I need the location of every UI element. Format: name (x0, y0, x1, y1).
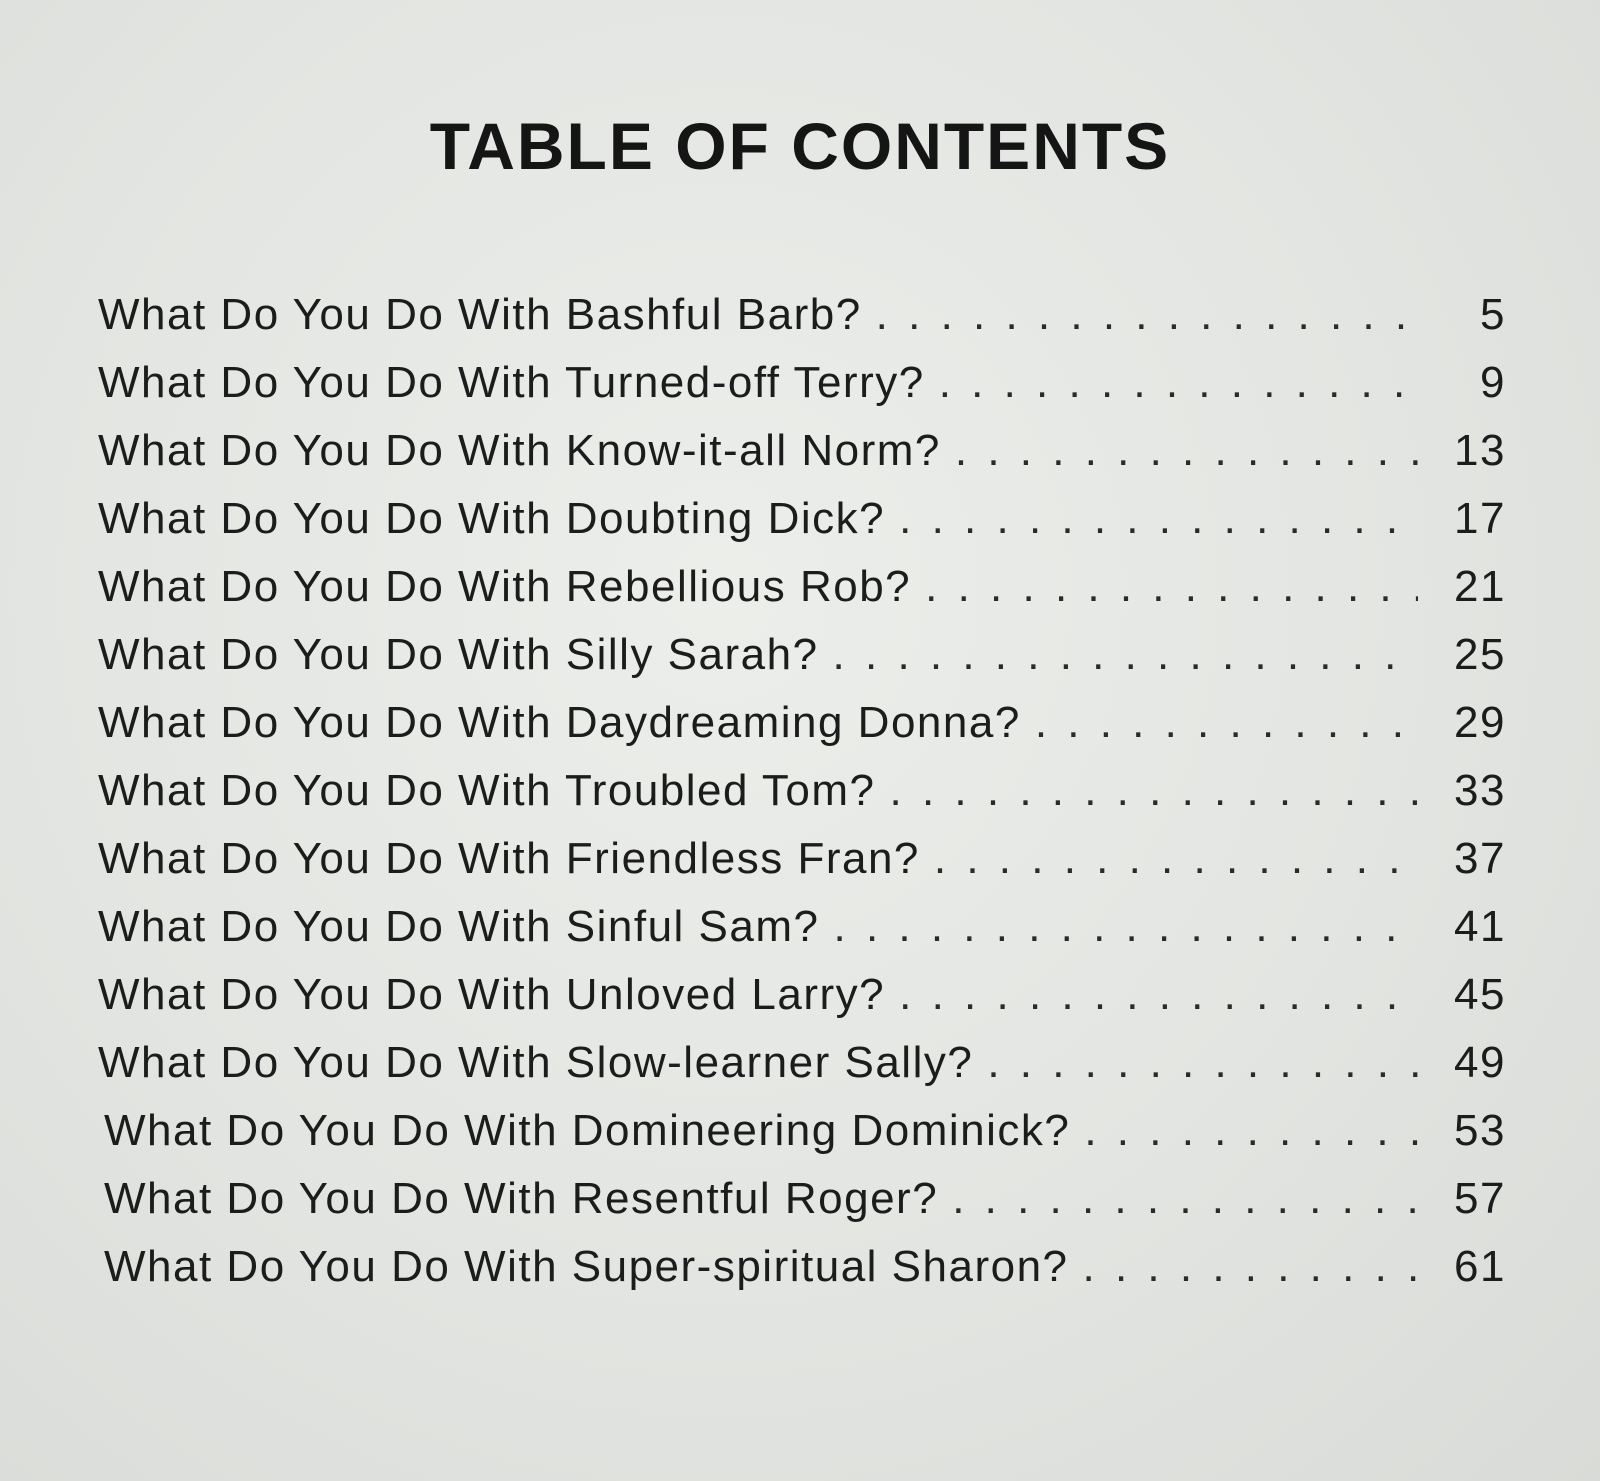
dot-leader (834, 902, 1419, 952)
toc-list (98, 290, 1518, 1310)
toc-entry-title: What Do You Do With Friendless Fran? (98, 834, 920, 883)
toc-page-number: 45 (1454, 970, 1506, 1019)
toc-page-number: 21 (1454, 562, 1506, 611)
dot-leader (955, 426, 1418, 476)
toc-entry (98, 902, 1518, 970)
toc-entry-title: What Do You Do With Turned-off Terry? (98, 358, 925, 407)
dot-leader (925, 562, 1418, 612)
dot-leader (1084, 1106, 1418, 1156)
dot-leader (899, 970, 1418, 1020)
toc-entry (98, 1038, 1518, 1106)
toc-page-number: 49 (1454, 1038, 1506, 1087)
dot-leader (952, 1174, 1418, 1224)
toc-entry-title: What Do You Do With Resentful Roger? (104, 1174, 939, 1223)
toc-entry (98, 630, 1518, 698)
toc-entry-title: What Do You Do With Silly Sarah? (98, 630, 819, 679)
toc-page-number: 9 (1480, 358, 1506, 407)
toc-page-number: 5 (1480, 290, 1506, 339)
dot-leader (987, 1038, 1418, 1088)
toc-entry-title: What Do You Do With Daydreaming Donna? (98, 698, 1021, 747)
toc-page-number: 53 (1454, 1106, 1506, 1155)
toc-entry (98, 562, 1518, 630)
toc-entry-title: What Do You Do With Slow-learner Sally? (98, 1038, 974, 1087)
toc-entry-title: What Do You Do With Sinful Sam? (98, 902, 820, 951)
toc-entry (98, 426, 1518, 494)
toc-page-number: 33 (1454, 766, 1506, 815)
dot-leader (1083, 1242, 1418, 1292)
dot-leader (1035, 698, 1418, 748)
toc-entry (98, 698, 1518, 766)
toc-entry-title: What Do You Do With Know-it-all Norm? (98, 426, 941, 475)
toc-entry (98, 970, 1518, 1038)
toc-page-number: 25 (1454, 630, 1506, 679)
toc-page-number: 13 (1454, 426, 1506, 475)
toc-entry-title: What Do You Do With Troubled Tom? (98, 766, 876, 815)
dot-leader (890, 766, 1418, 816)
toc-entry (98, 834, 1518, 902)
dot-leader (833, 630, 1418, 680)
toc-entry-title: What Do You Do With Bashful Barb? (98, 290, 862, 339)
toc-entry (98, 358, 1518, 426)
toc-entry (98, 494, 1518, 562)
toc-entry-title: What Do You Do With Unloved Larry? (98, 970, 886, 1019)
toc-entry (98, 1242, 1518, 1310)
toc-entry-title: What Do You Do With Rebellious Rob? (98, 562, 912, 611)
toc-page-number: 41 (1454, 902, 1506, 951)
dot-leader (934, 834, 1418, 884)
toc-entry (98, 1174, 1518, 1242)
toc-page-number: 37 (1454, 834, 1506, 883)
toc-entry-title: What Do You Do With Super-spiritual Sharon? (104, 1242, 1069, 1291)
toc-page-number: 57 (1454, 1174, 1506, 1223)
dot-leader (876, 290, 1418, 340)
toc-entry-title: What Do You Do With Domineering Dominick? (104, 1106, 1071, 1155)
toc-entry (98, 290, 1518, 358)
toc-entry (98, 766, 1518, 834)
toc-page-number: 29 (1454, 698, 1506, 747)
toc-entry-title: What Do You Do With Doubting Dick? (98, 494, 886, 543)
toc-page-number: 17 (1454, 494, 1506, 543)
toc-page-number: 61 (1454, 1242, 1506, 1291)
dot-leader (939, 358, 1418, 408)
dot-leader (899, 494, 1418, 544)
toc-entry (98, 1106, 1518, 1174)
page-title: TABLE OF CONTENTS (429, 109, 1171, 183)
